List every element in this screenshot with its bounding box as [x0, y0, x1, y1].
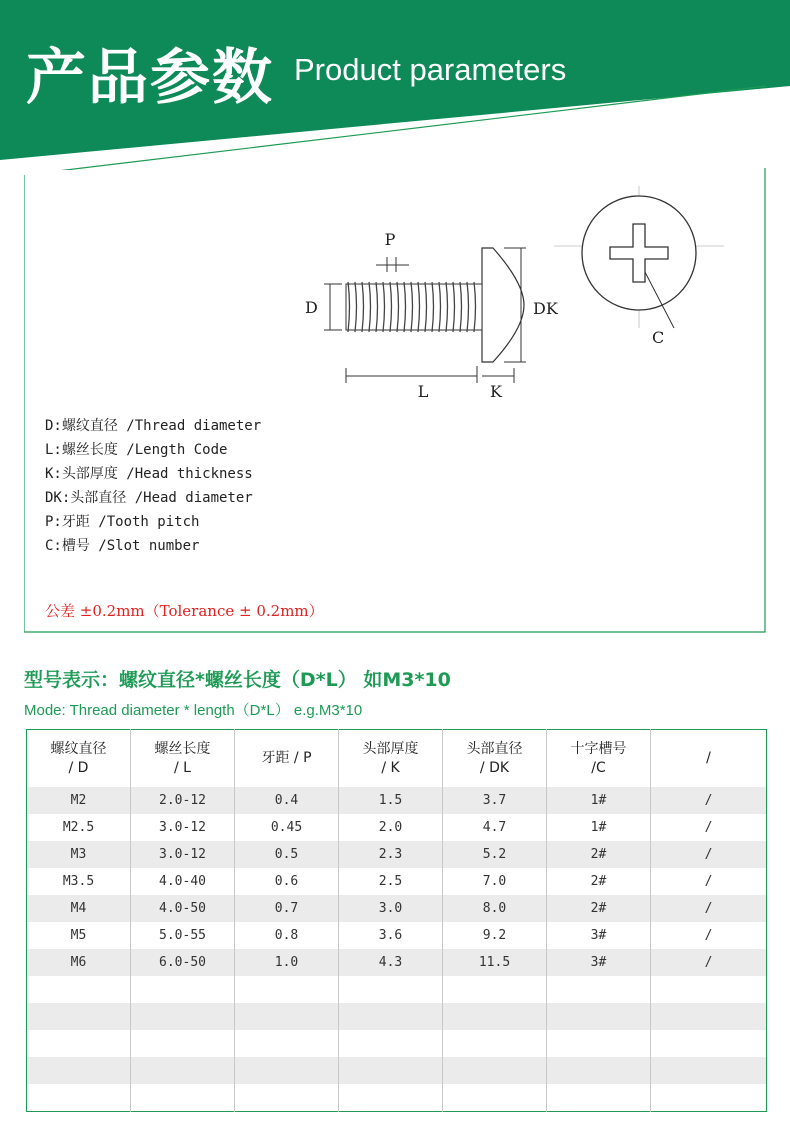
table-cell: [651, 1003, 767, 1030]
legend-item-k: K:头部厚度 /Head thickness: [45, 466, 253, 482]
table-row: [27, 895, 767, 922]
dim-label-k: K: [490, 382, 502, 401]
table-row: [27, 1003, 767, 1030]
legend-item-dk: DK:头部直径 /Head diameter: [45, 490, 253, 506]
table-cell: 0.8: [235, 922, 339, 949]
header-length: 螺丝长度 / L: [131, 730, 235, 788]
table-cell: [651, 1084, 767, 1112]
table-row: [27, 868, 767, 895]
table-cell: [131, 1030, 235, 1057]
table-cell: 1#: [547, 787, 651, 814]
table-cell: M4: [27, 895, 131, 922]
table-cell: [235, 976, 339, 1003]
table-header-row: [27, 730, 767, 788]
legend-item-d: D:螺纹直径 /Thread diameter: [45, 418, 262, 434]
table-cell: 8.0: [443, 895, 547, 922]
tolerance-note: 公差 ±0.2mm（Tolerance ± 0.2mm）: [45, 602, 324, 620]
table-cell: [651, 1030, 767, 1057]
table-cell: 3.6: [339, 922, 443, 949]
dim-label-d: D: [305, 298, 318, 317]
table-cell: [339, 1057, 443, 1084]
table-cell: 1.0: [235, 949, 339, 976]
table-cell: [27, 1030, 131, 1057]
table-cell: 7.0: [443, 868, 547, 895]
table-row: [27, 922, 767, 949]
table-cell: /: [651, 868, 767, 895]
legend-item-l: L:螺丝长度 /Length Code: [45, 442, 228, 458]
table-cell: 0.7: [235, 895, 339, 922]
table-row: [27, 841, 767, 868]
table-cell: 2#: [547, 841, 651, 868]
table-cell: [339, 976, 443, 1003]
table-cell: 2.3: [339, 841, 443, 868]
table-cell: [547, 1030, 651, 1057]
spec-panel: [24, 168, 766, 633]
table-cell: 2#: [547, 868, 651, 895]
banner-title-cn: 产品参数: [26, 43, 274, 113]
table-cell: [651, 1057, 767, 1084]
table-row: [27, 949, 767, 976]
table-cell: [235, 1057, 339, 1084]
table-row: [27, 976, 767, 1003]
header-thread-diameter: 螺纹直径 / D: [50, 740, 107, 776]
table-cell: /: [651, 787, 767, 814]
table-cell: 3#: [547, 922, 651, 949]
table-cell: [443, 1057, 547, 1084]
table-cell: [131, 1003, 235, 1030]
table-cell: 4.3: [339, 949, 443, 976]
table-cell: [235, 1003, 339, 1030]
table-cell: 0.6: [235, 868, 339, 895]
table-cell: [27, 1003, 131, 1030]
header-head-diameter: 头部直径 / DK: [443, 730, 547, 788]
table-cell: 2.5: [339, 868, 443, 895]
table-cell: M5: [27, 922, 131, 949]
table-cell: [443, 1084, 547, 1112]
table-cell: 0.4: [235, 787, 339, 814]
table-row: [27, 1084, 767, 1112]
dim-label-c: C: [652, 328, 665, 347]
table-cell: M2.5: [27, 814, 131, 841]
banner-title-en: Product parameters: [294, 52, 567, 87]
dim-label-dk: DK: [533, 299, 558, 318]
table-cell: 0.5: [235, 841, 339, 868]
table-cell: 11.5: [443, 949, 547, 976]
table-cell: [339, 1003, 443, 1030]
table-cell: [131, 1057, 235, 1084]
header-slot-number: 十字槽号 /C: [547, 730, 651, 788]
table-row: [27, 1030, 767, 1057]
table-cell: 3.7: [443, 787, 547, 814]
dim-label-p: P: [384, 230, 396, 249]
table-cell: 1.5: [339, 787, 443, 814]
screw-diagram: [24, 168, 766, 633]
table-cell: /: [651, 922, 767, 949]
table-cell: [547, 976, 651, 1003]
spec-table: [26, 729, 767, 1112]
table-cell: 5.2: [443, 841, 547, 868]
table-cell: 6.0-50: [131, 949, 235, 976]
table-cell: [443, 1003, 547, 1030]
table-row: [27, 1057, 767, 1084]
table-cell: 2.0: [339, 814, 443, 841]
table-cell: 4.0-50: [131, 895, 235, 922]
table-cell: 0.45: [235, 814, 339, 841]
table-cell: [131, 976, 235, 1003]
table-cell: [339, 1030, 443, 1057]
table-cell: 3#: [547, 949, 651, 976]
table-cell: 1#: [547, 814, 651, 841]
table-cell: [27, 976, 131, 1003]
table-cell: [547, 1003, 651, 1030]
table-cell: M3: [27, 841, 131, 868]
table-cell: [235, 1084, 339, 1112]
dimension-legend: [45, 414, 261, 558]
header-banner: [0, 0, 790, 170]
table-row: [27, 814, 767, 841]
table-cell: [547, 1084, 651, 1112]
table-cell: /: [651, 841, 767, 868]
table-cell: [131, 1084, 235, 1112]
table-cell: 5.0-55: [131, 922, 235, 949]
table-cell: [547, 1057, 651, 1084]
table-cell: /: [651, 895, 767, 922]
table-cell: [235, 1030, 339, 1057]
table-cell: [443, 1030, 547, 1057]
header-pitch: 牙距 / P: [235, 730, 339, 788]
table-cell: [443, 976, 547, 1003]
table-row: [27, 787, 767, 814]
table-cell: 2#: [547, 895, 651, 922]
table-cell: 3.0-12: [131, 841, 235, 868]
table-cell: 3.0-12: [131, 814, 235, 841]
model-notation-en: Mode: Thread diameter * length（D*L） e.g.M3*10: [24, 702, 363, 719]
table-cell: [339, 1084, 443, 1112]
table-cell: [651, 976, 767, 1003]
table-cell: 4.7: [443, 814, 547, 841]
legend-item-p: P:牙距 /Tooth pitch: [45, 514, 200, 530]
table-cell: M2: [27, 787, 131, 814]
header-head-thickness: 头部厚度 / K: [339, 730, 443, 788]
table-cell: 4.0-40: [131, 868, 235, 895]
header-extra: /: [651, 730, 767, 788]
table-cell: 2.0-12: [131, 787, 235, 814]
legend-item-c: C:槽号 /Slot number: [45, 538, 200, 554]
table-cell: 3.0: [339, 895, 443, 922]
table-cell: [27, 1084, 131, 1112]
table-cell: M6: [27, 949, 131, 976]
dim-label-l: L: [417, 382, 429, 401]
table-cell: 9.2: [443, 922, 547, 949]
table-cell: /: [651, 949, 767, 976]
model-notation-cn: 型号表示：螺纹直径*螺丝长度（D*L） 如M3*10: [24, 669, 451, 691]
table-cell: M3.5: [27, 868, 131, 895]
table-cell: /: [651, 814, 767, 841]
table-cell: [27, 1057, 131, 1084]
